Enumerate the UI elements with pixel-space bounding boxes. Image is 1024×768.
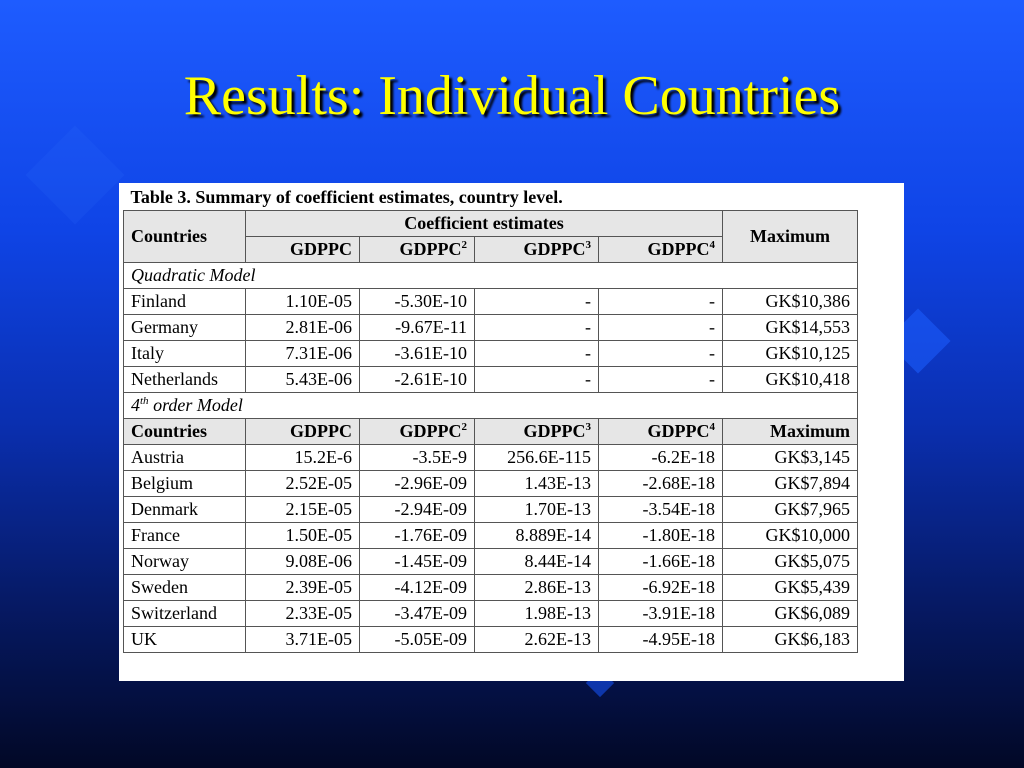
value-cell: 2.62E-13 — [475, 627, 599, 653]
value-cell: -1.66E-18 — [599, 549, 723, 575]
value-cell: 1.50E-05 — [246, 523, 360, 549]
value-cell: - — [599, 289, 723, 315]
value-cell: -5.05E-09 — [360, 627, 475, 653]
value-cell: -1.80E-18 — [599, 523, 723, 549]
table-row — [124, 471, 858, 497]
value-cell: -6.92E-18 — [599, 575, 723, 601]
value-cell: GK$10,125 — [723, 341, 858, 367]
slide-title: Results: Individual Countries — [183, 65, 841, 127]
country-cell: Switzerland — [124, 601, 246, 627]
country-cell: Denmark — [124, 497, 246, 523]
value-cell: GK$7,965 — [723, 497, 858, 523]
country-cell: Finland — [124, 289, 246, 315]
value-cell: 2.39E-05 — [246, 575, 360, 601]
quadratic-model-rows — [124, 289, 858, 393]
value-cell: -3.61E-10 — [360, 341, 475, 367]
country-cell: Belgium — [124, 471, 246, 497]
header-gdppc: GDPPC — [246, 237, 360, 263]
value-cell: -4.12E-09 — [360, 575, 475, 601]
fourth-order-model-rows — [124, 445, 858, 653]
decorative-diamond-faint — [26, 126, 125, 225]
value-cell: -4.95E-18 — [599, 627, 723, 653]
header2-countries: Countries — [124, 419, 246, 445]
coefficient-table — [123, 185, 858, 653]
value-cell: -5.30E-10 — [360, 289, 475, 315]
header-countries: Countries — [124, 211, 246, 263]
country-cell: France — [124, 523, 246, 549]
country-cell: Sweden — [124, 575, 246, 601]
value-cell: -3.54E-18 — [599, 497, 723, 523]
table-row — [124, 497, 858, 523]
country-cell: Italy — [124, 341, 246, 367]
value-cell: 5.43E-06 — [246, 367, 360, 393]
value-cell: 256.6E-115 — [475, 445, 599, 471]
header-gdppc2: GDPPC$^2$ — [360, 237, 475, 263]
header-gdppc4: GDPPC$^4$ — [599, 237, 723, 263]
header-gdppc3: GDPPC$^3$ — [475, 237, 599, 263]
value-cell: -2.94E-09 — [360, 497, 475, 523]
country-cell: Austria — [124, 445, 246, 471]
value-cell: -1.45E-09 — [360, 549, 475, 575]
value-cell: 2.15E-05 — [246, 497, 360, 523]
value-cell: - — [475, 367, 599, 393]
table-row — [124, 289, 858, 315]
header-coefficient-estimates: Coefficient estimates — [246, 211, 723, 237]
value-cell: GK$10,418 — [723, 367, 858, 393]
value-cell: GK$3,145 — [723, 445, 858, 471]
header2-gdppc2: GDPPC$^2$ — [360, 419, 475, 445]
country-cell: Norway — [124, 549, 246, 575]
value-cell: - — [599, 341, 723, 367]
value-cell: 1.43E-13 — [475, 471, 599, 497]
header2-maximum: Maximum — [723, 419, 858, 445]
value-cell: -2.96E-09 — [360, 471, 475, 497]
value-cell: GK$6,089 — [723, 601, 858, 627]
value-cell: -3.91E-18 — [599, 601, 723, 627]
country-cell: Netherlands — [124, 367, 246, 393]
header-maximum: Maximum — [723, 211, 858, 263]
value-cell: GK$6,183 — [723, 627, 858, 653]
value-cell: GK$7,894 — [723, 471, 858, 497]
value-cell: GK$5,439 — [723, 575, 858, 601]
section-quadratic-model: Quadratic Model — [124, 263, 858, 289]
table-row — [124, 445, 858, 471]
table-row — [124, 341, 858, 367]
table-row — [124, 367, 858, 393]
country-cell: Germany — [124, 315, 246, 341]
table-row — [124, 523, 858, 549]
value-cell: 1.10E-05 — [246, 289, 360, 315]
value-cell: GK$10,000 — [723, 523, 858, 549]
value-cell: -2.68E-18 — [599, 471, 723, 497]
value-cell: - — [599, 315, 723, 341]
value-cell: 8.889E-14 — [475, 523, 599, 549]
value-cell: GK$5,075 — [723, 549, 858, 575]
table-row — [124, 575, 858, 601]
value-cell: -3.5E-9 — [360, 445, 475, 471]
table-row — [124, 549, 858, 575]
value-cell: GK$14,553 — [723, 315, 858, 341]
value-cell: 1.98E-13 — [475, 601, 599, 627]
header2-gdppc4: GDPPC$^4$ — [599, 419, 723, 445]
table-panel — [119, 183, 904, 681]
value-cell: - — [475, 315, 599, 341]
value-cell: - — [475, 341, 599, 367]
table-row — [124, 627, 858, 653]
section-fourth-order-model: 4th order Model — [124, 393, 858, 419]
value-cell: 2.86E-13 — [475, 575, 599, 601]
header2-gdppc: GDPPC — [246, 419, 360, 445]
value-cell: 8.44E-14 — [475, 549, 599, 575]
value-cell: 9.08E-06 — [246, 549, 360, 575]
header2-gdppc3: GDPPC$^3$ — [475, 419, 599, 445]
value-cell: -1.76E-09 — [360, 523, 475, 549]
value-cell: GK$10,386 — [723, 289, 858, 315]
value-cell: 7.31E-06 — [246, 341, 360, 367]
value-cell: -2.61E-10 — [360, 367, 475, 393]
value-cell: 3.71E-05 — [246, 627, 360, 653]
value-cell: -3.47E-09 — [360, 601, 475, 627]
value-cell: 1.70E-13 — [475, 497, 599, 523]
country-cell: UK — [124, 627, 246, 653]
table-row — [124, 315, 858, 341]
table-caption: Table 3. Summary of coefficient estimates, country level. — [130, 187, 563, 207]
value-cell: -6.2E-18 — [599, 445, 723, 471]
value-cell: 2.81E-06 — [246, 315, 360, 341]
value-cell: -9.67E-11 — [360, 315, 475, 341]
value-cell: 2.52E-05 — [246, 471, 360, 497]
value-cell: 2.33E-05 — [246, 601, 360, 627]
table-row — [124, 601, 858, 627]
value-cell: 15.2E-6 — [246, 445, 360, 471]
value-cell: - — [599, 367, 723, 393]
value-cell: - — [475, 289, 599, 315]
